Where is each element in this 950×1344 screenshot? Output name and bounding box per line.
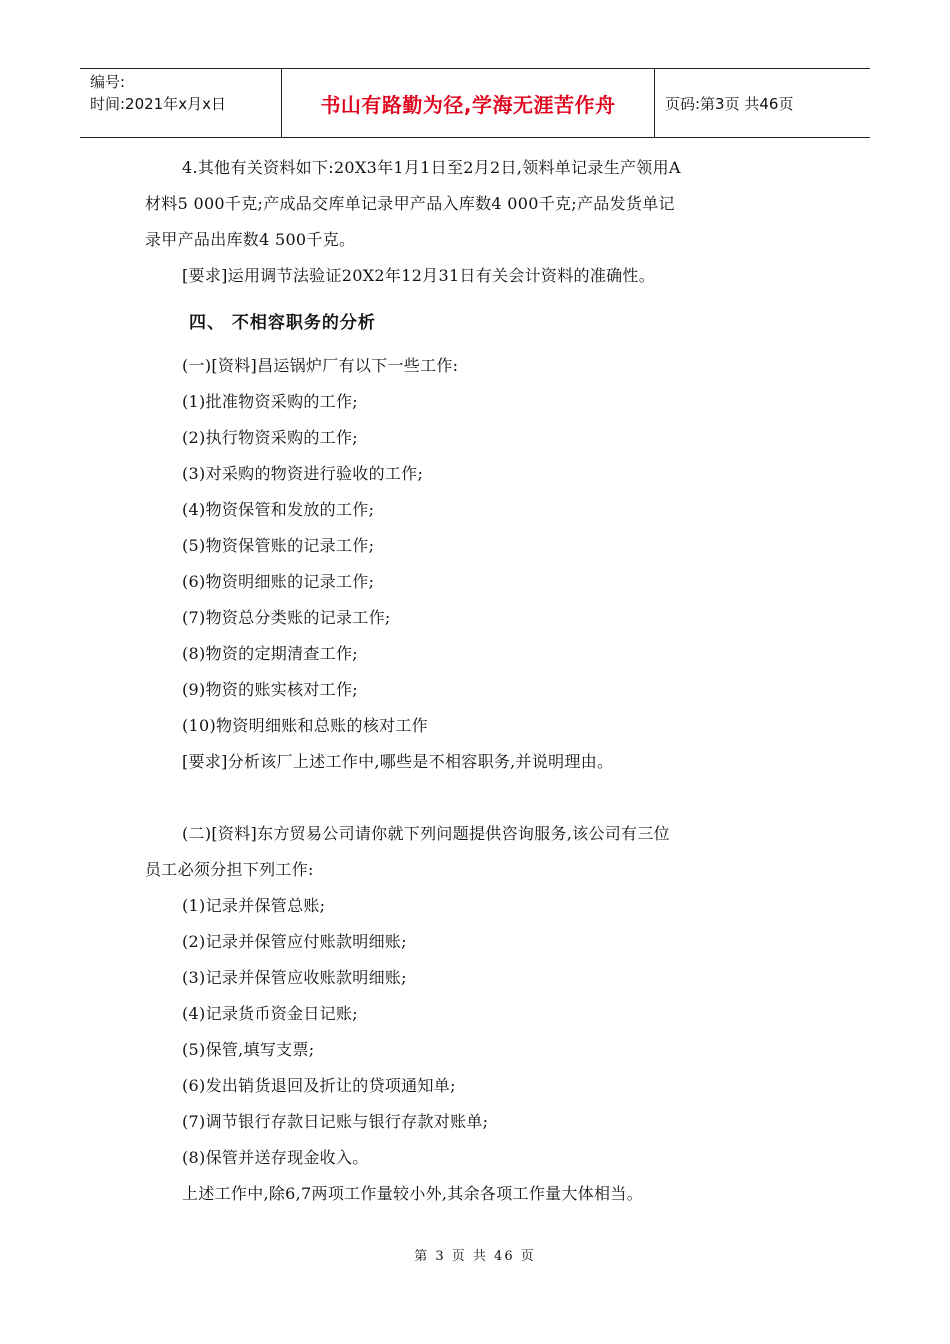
document-date: 时间:2021年x月x日 <box>90 95 226 113</box>
paragraph-line: 录甲产品出库数4 500千克。 <box>145 230 356 249</box>
paragraph-line: 4.其他有关资料如下:20X3年1月1日至2月2日,领料单记录生产领用A <box>182 158 681 177</box>
paragraph-line: 材料5 000千克;产成品交库单记录甲产品入库数4 000千克;产品发货单记 <box>145 194 675 213</box>
list-item: (3)记录并保管应收账款明细账; <box>182 968 407 987</box>
requirement-text: [要求]分析该厂上述工作中,哪些是不相容职务,并说明理由。 <box>182 752 614 771</box>
list-item: (2)记录并保管应付账款明细账; <box>182 932 407 951</box>
material-intro: 员工必须分担下列工作: <box>145 860 314 879</box>
list-item: (9)物资的账实核对工作; <box>182 680 358 699</box>
list-item: (7)调节银行存款日记账与银行存款对账单; <box>182 1112 489 1131</box>
list-item: (2)执行物资采购的工作; <box>182 428 358 447</box>
spacer <box>145 780 805 816</box>
list-item: (5)保管,填写支票; <box>182 1040 315 1059</box>
list-item: (6)物资明细账的记录工作; <box>182 572 375 591</box>
page-header <box>80 68 870 138</box>
section-heading: 四、 不相容职务的分析 <box>189 313 376 333</box>
list-item: (7)物资总分类账的记录工作; <box>182 608 391 627</box>
list-item: (10)物资明细账和总账的核对工作 <box>182 716 428 735</box>
list-item: (3)对采购的物资进行验收的工作; <box>182 464 424 483</box>
document-number-label: 编号: <box>90 73 126 91</box>
closing-text: 上述工作中,除6,7两项工作量较小外,其余各项工作量大体相当。 <box>182 1184 643 1203</box>
list-item: (8)物资的定期清查工作; <box>182 644 358 663</box>
list-item: (4)记录货币资金日记账; <box>182 1004 358 1023</box>
list-item: (1)批准物资采购的工作; <box>182 392 358 411</box>
header-motto: 书山有路勤为径,学海无涯苦作舟 <box>282 69 655 137</box>
document-body <box>145 150 805 1212</box>
material-intro: (二)[资料]东方贸易公司请你就下列问题提供咨询服务,该公司有三位 <box>182 824 670 843</box>
list-item: (8)保管并送存现金收入。 <box>182 1148 369 1167</box>
material-intro: (一)[资料]昌运锅炉厂有以下一些工作: <box>182 356 459 375</box>
requirement-text: [要求]运用调节法验证20X2年12月31日有关会计资料的准确性。 <box>182 266 656 285</box>
list-item: (4)物资保管和发放的工作; <box>182 500 375 519</box>
list-item: (5)物资保管账的记录工作; <box>182 536 375 555</box>
header-page-number: 页码:第3页 共46页 <box>665 94 794 113</box>
list-item: (6)发出销货退回及折让的贷项通知单; <box>182 1076 456 1095</box>
list-item: (1)记录并保管总账; <box>182 896 326 915</box>
header-meta <box>80 69 282 137</box>
page-footer: 第 3 页 共 46 页 <box>414 1249 536 1264</box>
